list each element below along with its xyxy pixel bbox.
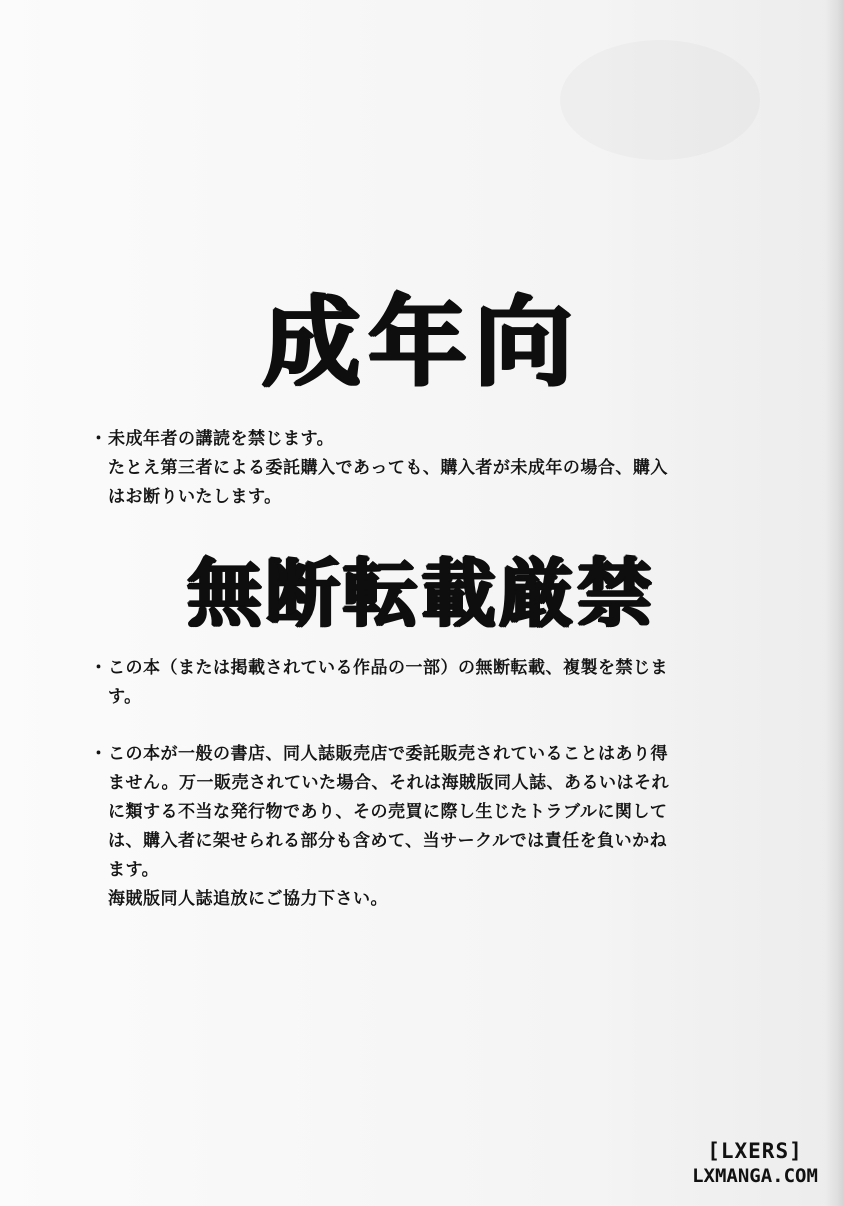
notice-line	[90, 683, 750, 712]
notice-text: は、購入者に架せられる部分も含めて、当サークルでは責任を負いかね	[108, 831, 668, 851]
notice-line	[90, 769, 750, 798]
bullet: ・	[90, 744, 108, 764]
notice-line	[90, 654, 750, 683]
reprint-notice	[90, 654, 750, 712]
notice-text: はお断りいたします。	[108, 487, 282, 507]
notice-text: に類する不当な発行物であり、その売買に際し生じたトラブルに関して	[108, 802, 668, 822]
piracy-notice	[90, 740, 750, 914]
notice-text: す。	[108, 687, 142, 707]
notice-line	[90, 740, 750, 769]
adult-notice	[90, 425, 750, 512]
notice-line	[90, 856, 750, 885]
notice-line	[90, 798, 750, 827]
notice-text: この本が一般の書店、同人誌販売店で委託販売されていることはあり得	[108, 744, 668, 764]
bullet: ・	[90, 658, 108, 678]
notice-text: この本（または掲載されている作品の一部）の無断転載、複製を禁じま	[108, 658, 668, 678]
notice-text: ません。万一販売されていた場合、それは海賊版同人誌、あるいはそれ	[108, 773, 670, 793]
no-reprint-heading: 無断転載厳禁	[187, 551, 656, 637]
notice-line	[90, 454, 750, 483]
adult-only-heading: 成年向	[262, 286, 581, 400]
notice-text: たとえ第三者による委託購入であっても、購入者が未成年の場合、購入	[108, 458, 668, 478]
notice-text: 海賊版同人誌追放にご協力下さい。	[108, 889, 388, 909]
watermark-site-url: LXMANGA.COM	[692, 1165, 818, 1187]
notice-line	[90, 827, 750, 856]
bullet: ・	[90, 429, 108, 449]
watermark-group-name: [LXERS]	[707, 1139, 803, 1163]
faint-bleedthrough	[560, 40, 760, 160]
site-watermark	[685, 1138, 825, 1188]
notice-line	[90, 885, 750, 914]
notice-line	[90, 483, 750, 512]
notice-line	[90, 425, 750, 454]
notice-text: ます。	[108, 860, 160, 880]
notice-text: 未成年者の講読を禁じます。	[108, 429, 335, 449]
